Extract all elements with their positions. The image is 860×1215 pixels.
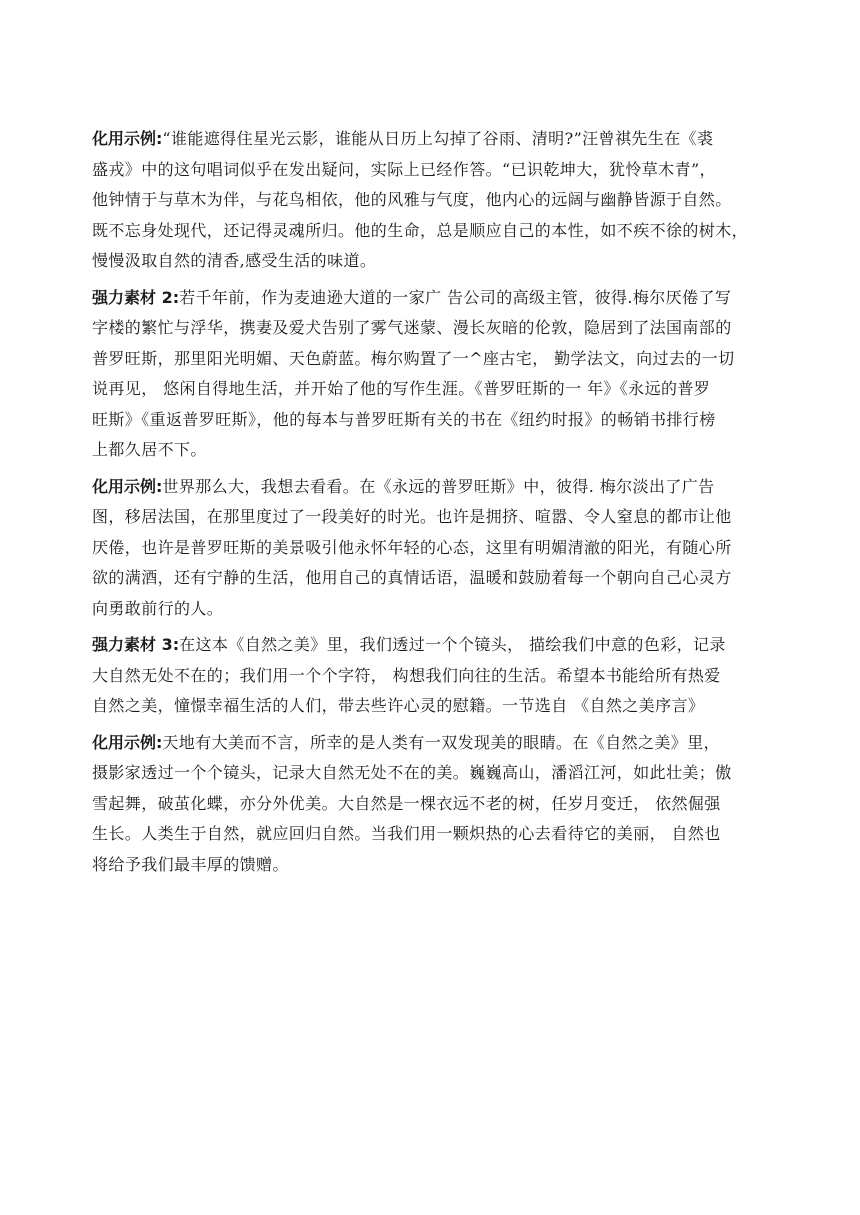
text-line: 字楼的繁忙与浮华，携妻及爱犬告别了雾气迷蒙、漫长灰暗的伦敦，隐居到了法国南部的 [92,318,732,337]
text-line: 向勇敢前行的人。 [92,598,224,618]
paragraph-example-2 [92,472,772,625]
text-line: 将给予我们最丰厚的馈赠。 [92,854,289,874]
section-label: 强力素材 2: [92,287,180,307]
text-line: 他钟情于与草木为伴，与花鸟相依，他的风雅与气度，他内心的远阔与幽静皆源于自然。 [92,190,732,209]
text-line: 上都久居不下。 [92,440,207,459]
text-line: 欲的满酒，还有宁静的生活，他用自己的真情话语，温暖和鼓励着每一个朝向自己心灵方 [92,568,732,587]
text-line: 生长。人类生于自然，就应回归自然。当我们用一颗炽热的心去看待它的美丽， 自然也 [92,824,721,843]
paragraph-material-3 [92,630,772,722]
text-line: 摄影家透过一个个镜头，记录大自然无处不在的美。巍巍高山，潘滔江河，如此壮美；傲 [92,763,732,782]
text-line: 强力素材 3:在这本《自然之美》里，我们透过一个个镜头， 描绘我们中意的色彩，记录 [92,635,726,654]
text-line: 旺斯》《重返普罗旺斯》，他的每本与普罗旺斯有关的书在《纽约时报》的畅销书排行榜 [92,409,716,429]
section-label: 化用示例: [92,732,163,752]
text-line: 大自然无处不在的；我们用一个个字符， 构想我们向往的生活。希望本书能给所有热爱 [92,665,721,685]
section-label: 化用示例: [92,476,163,496]
paragraph-example-3 [92,728,772,881]
text-line: 强力素材 2:若千年前，作为麦迪逊大道的一家广 告公司的高级主管，彼得.梅尔厌倦了写 [92,287,732,307]
document-page [92,124,772,886]
text-line: 自然之美，憧憬幸福生活的人们，带去些许心灵的慰籍。一节选自 《自然之美序言》 [92,696,705,715]
text-line: 化用示例:“谁能遮得住星光云影，谁能从日历上勾掉了谷雨、清明?”汪曾祺先生在《裘 [92,129,714,148]
text-line: 既不忘身处现代，还记得灵魂所归。他的生命，总是顺应自己的本性，如不疾不徐的树木， [92,220,749,240]
text-line: 厌倦，也许是普罗旺斯的美景吸引他永怀年轻的心态，这里有明媚清澈的阳光，有随心所 [92,537,732,557]
text-line: 说再见， 悠闲自得地生活，并开始了他的写作生涯。《普罗旺斯的一 年》《永远的普罗 [92,379,711,398]
text-line: 雪起舞，破茧化蝶，亦分外优美。大自然是一棵衣远不老的树，任岁月变迁， 依然倔强 [92,793,721,813]
section-label: 化用示例: [92,129,163,148]
text-line: 普罗旺斯，那里阳光明媚、天色蔚蓝。梅尔购置了一^座古宅， 勤学法文，向过去的一切 [92,348,735,368]
text-line: 图，移居法国，在那里度过了一段美好的时光。也许是拥挤、喧嚣、令人窒息的都市让他 [92,507,732,526]
text-line: 化用示例:天地有大美而不言，所幸的是人类有一双发现美的眼睛。在《自然之美》里， [92,732,721,752]
paragraph-material-2 [92,283,772,466]
paragraph-example-1 [92,124,772,277]
text-line: 慢慢汲取自然的清香,感受生活的味道。 [92,251,377,270]
text-line: 化用示例:世界那么大，我想去看看。在《永远的普罗旺斯》中，彼得. 梅尔淡出了广告 [92,476,715,496]
text-line: 盛戎》中的这句唱词似乎在发出疑问，实际上已经作答。“已识乾坤大，犹怜草木青”， [92,159,716,179]
section-label: 强力素材 3: [92,635,180,654]
